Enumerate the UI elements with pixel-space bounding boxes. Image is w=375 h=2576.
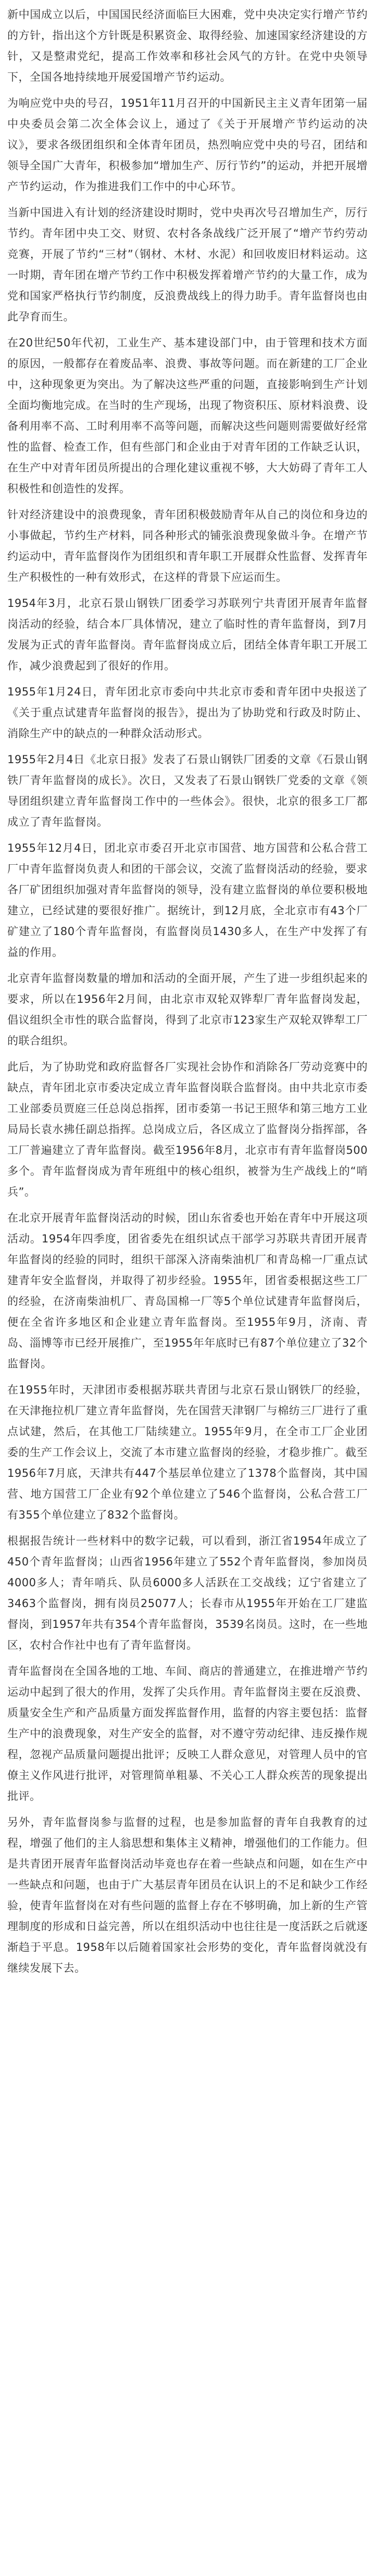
article-paragraph-13: 在1955年时，天津团市委根据苏联共青团与北京石景山钢铁厂的经验，在天津拖拉机厂建立青年监督岗，先在国营天津钢厂与棉纺三厂进行了重点试建，然后，在其他工厂陆续建立。1955年9月，在全市工厂企业团委的生产工作会议上，交流了本市建立监督岗的经验，才稳步推广。截至1956年7月底，天津共有447个基层单位建立了1378个监督岗，其中国营、地方国营工厂企业有92个单位建立了546个监督岗，公私合营工厂有355个单位建立了832个监督岗。 [7,1384,368,1521]
article-paragraph-8: 1955年2月4日《北京日报》发表了石景山钢铁厂团委的文章《石景山钢铁厂青年监督岗的成长》。次日，又发表了石景山钢铁厂党委的文章《领导团组织建立青年监督岗工作中的一些体会》。很快，北京的很多工厂都成立了青年监督岗。 [7,753,368,828]
article-paragraph-14: 根据报告统计一些材料中的数字记载，可以看到，浙江省1954年成立了450个青年监督岗；山西省1956年建立了552个青年监督岗，参加岗员4000多人；青年哨兵、队员6000多人活跃在工交战线；辽宁省建立了3463个监督岗，拥有岗员25077人；长春市从1955年开始在工厂建监督岗，到1957年共有354个青年监督岗，3539名岗员。这时，在一些地区，农村合作社中也有了青年监督岗。 [7,1535,368,1651]
article-paragraph-6: 1954年3月，北京石景山钢铁厂团委学习苏联列宁共青团开展青年监督岗活动的经验，结合本厂具体情况，建立了临时性的青年监督岗，到7月发展为正式的青年监督岗。青年监督岗成立后，团结全体青年职工开展工作，减少浪费起到了很好的作用。 [7,597,368,672]
article-paragraph-4: 在20世纪50年代初，工业生产、基本建设部门中，由于管理和技术方面的原因，一般都存在着废品率、浪费、事故等问题。而在新建的工厂企业中，这种现象更为突出。为了解决这些严重的问题，直接影响到生产计划全面均衡地完成。在当时的生产现场，出现了物资积压、原材料浪费、设备利用率不高、工时利用率不高等问题，而解决这些问题则需要做好经常性的监督、检查工作，但有些部门和企业由于对青年团的工作缺乏认识，在生产中对青年团员所提出的合理化建议重视不够，大大妨碍了青年工人积极性和创造性的发挥。 [7,337,368,495]
article-paragraph-11: 此后，为了协助党和政府监督各厂实现社会协作和消除各厂劳动竞赛中的缺点，青年团北京市委决定成立青年监督岗联合监督岗。由中共北京市委工业部委员贾庭三任总岗总指挥，团市委第一书记王照华和第三地方工业局局长袁水拂任副总指挥。总岗成立后，各区成立了监督岗分指挥部，各工厂普遍建立了青年监督岗。截至1956年8月，北京市有青年监督岗500多个。青年监督岗成为青年班组中的核心组织，被誉为生产战线上的“哨兵”。 [7,1061,368,1198]
article-paragraph-3: 当新中国进入有计划的经济建设时期时，党中央再次号召增加生产，厉行节约。青年团中央工交、财贸、农村各条战线广泛开展了“增产节约劳动竞赛，开展了节约“三材”（钢材、木材、水泥）和回收废旧材料运动。这一时期，青年团在增产节约工作中积极发挥着增产节约的大量工作，成为党和国家严格执行节约制度，反浪费战线上的得力助手。青年监督岗也由此孕育而生。 [7,206,368,323]
article-paragraph-5: 针对经济建设中的浪费现象，青年团积极鼓励青年从自己的岗位和身边的小事做起，节约生产材料，同各种形式的铺张浪费现象做斗争。在增产节约运动中，青年监督岗作为团组织和青年职工开展群众性监督、发挥青年生产积极性的一种有效形式，在这样的背景下应运而生。 [7,508,368,583]
article-paragraph-16: 另外，青年监督岗参与监督的过程，也是参加监督的青年自我教育的过程，增强了他们的主人翁思想和集体主义精神，增强他们的工作能力。但是共青团开展青年监督岗活动毕竟也存在着一些缺点和问题，如在生产中一些缺点和问题，也由于广大基层青年团员在认识上的不足和缺少工作经验，使青年监督岗在对有些问题的监督上存在不够明确，加上新的生产管理制度的形成和日益完善，所以在组织活动中也往往是一度活跃之后就逐渐趋于平息。1958年以后随着国家社会形势的变化，青年监督岗就没有继续发展下去。 [7,1816,368,1974]
article-paragraph-12: 在北京开展青年监督岗活动的时候，团山东省委也开始在青年中开展这项活动。1954年四季度，团省委先在组织试点干部学习苏联共青团开展青年监督岗的经验的同时，组织干部深入济南柴油机厂和青岛棉一厂重点试建青年安全监督岗，并取得了初步经验。1955年，团省委根据这些工厂的经验，在济南柴油机厂、青岛国棉一厂等5个单位试建青年监督岗后，便在全省许多地区和企业建立青年监督岗。至1955年9月，济南、青岛、淄博等市已经开展推广，至1955年年底时已有87个单位建立了32个监督岗。 [7,1212,368,1370]
article-paragraph-9: 1955年12月4日，团北京市委召开北京市国营、地方国营和公私合营工厂中青年监督岗负责人和团的干部会议，交流了监督岗活动的经验，要求各厂矿团组织加强对青年监督岗的领导，没有建立监督岗的单位要积极地建立，已经试建的要很好推广。据统计，到12月底，全北京市有43个厂矿建立了180个青年监督岗，有监督岗员1430多人，在生产中发挥了有益的作用。 [7,842,368,959]
article-paragraph-2: 为响应党中央的号召，1951年11月召开的中国新民主主义青年团第一届中央委员会第二次全体会议上，通过了《关于开展增产节约运动的决议》，要求各级团组织和全体青年团员，热烈响应党中央的号召，团结和领导全国广大青年，积极参加“增加生产、厉行节约”的运动，并把开展增产节约运动，作为推进我们工作中的中心环节。 [7,97,368,193]
article-paragraph-15: 青年监督岗在全国各地的工地、车间、商店的普通建立，在推进增产节约运动中起到了很大的作用，发挥了尖兵作用。青年监督岗主要在反浪费、质量安全生产和产品质量方面发挥监督作用，监督的内容主要包括：监督生产中的浪费现象，对生产安全的监督，对不遵守劳动纪律、违反操作规程，忽视产品质量问题提出批评；反映工人群众意见，对管理人员中的官僚主义作风进行批评，对管理简单粗暴、不关心工人群众疾苦的现象提出批评。 [7,1665,368,1802]
article-paragraph-1: 新中国成立以后，中国国民经济面临巨大困难，党中央决定实行增产节约的方针，指出这个方针既是积累资金、取得经验、加速国家经济建设的方针，又是整肃党纪，提高工作效率和移社会风气的方针。在党中央领导下，全国各地持续地开展爱国增产节约运动。 [7,8,368,83]
article-paragraph-10: 北京青年监督岗数量的增加和活动的全面开展，产生了进一步组织起来的要求，所以在1956年2月间，由北京市双轮双铧犁厂青年监督岗发起，倡议组织全市性的联合监督岗，得到了北京市123家生产双轮双铧犁工厂的联合组织。 [7,972,368,1047]
article-paragraph-7: 1955年1月24日，青年团北京市委向中共北京市委和青年团中央报送了《关于重点试建青年监督岗的报告》，提出为了协助党和行政及时防止、消除生产中的缺点的一种群众活动形式。 [7,686,368,740]
